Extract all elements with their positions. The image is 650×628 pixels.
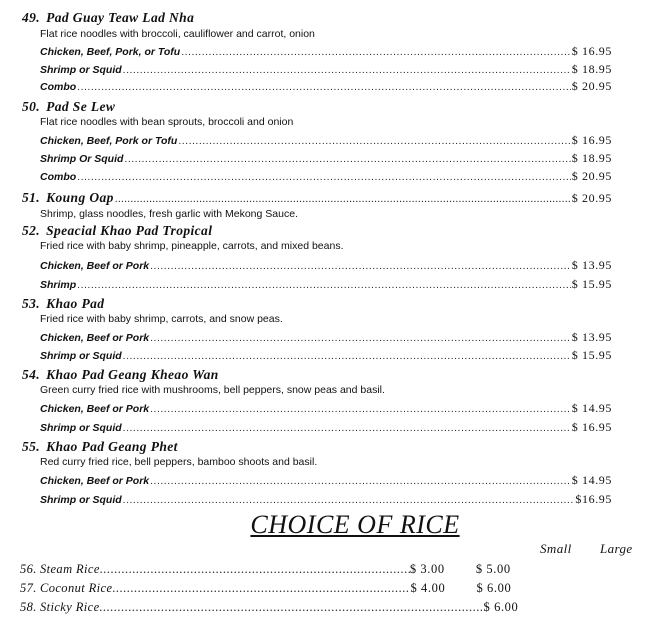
- item-description: Green curry fried rice with mushrooms, bell peppers, snow peas and basil.: [40, 384, 385, 396]
- price-value: $ 20.95: [571, 79, 612, 93]
- leader-dots: [181, 46, 571, 59]
- price-value: $ 15.95: [571, 348, 612, 362]
- leader-dots: [77, 279, 571, 292]
- leader-dots: [112, 580, 410, 596]
- leader-dots: [77, 171, 571, 184]
- item-description: Red curry fried rice, bell peppers, bamboo shoots and basil.: [40, 456, 318, 468]
- rice-number: 57.: [20, 581, 37, 595]
- item-number: 49.: [22, 10, 41, 25]
- leader-dots: [178, 135, 570, 148]
- leader-dots: [77, 81, 571, 94]
- price-large: $ 5.00: [475, 562, 511, 576]
- price-row: [40, 63, 612, 77]
- section-title-rice: CHOICE OF RICE: [250, 510, 460, 539]
- price-value: $ 14.95: [571, 473, 612, 487]
- price-value: $ 20.95: [571, 191, 612, 205]
- rice-row: [20, 599, 640, 615]
- leader-dots: [124, 153, 570, 166]
- leader-dots: [150, 260, 571, 273]
- price-label: Chicken, Beef or Pork: [40, 403, 150, 415]
- item-number: 52.: [22, 223, 41, 238]
- rice-name: Coconut Rice: [39, 581, 113, 595]
- rice-number: 56.: [20, 562, 37, 576]
- price-value: $ 20.95: [571, 169, 612, 183]
- leader-dots: [123, 494, 575, 507]
- price-label: Shrimp Or Squid: [40, 153, 124, 165]
- price-row: [40, 170, 612, 184]
- price-label: Chicken, Beef, Pork, or Tofu: [40, 46, 181, 58]
- leader-dots: [100, 561, 410, 577]
- leader-dots: [150, 332, 571, 345]
- price-large: $ 6.00: [483, 600, 519, 614]
- price-value: $ 14.95: [571, 401, 612, 415]
- item-name: Pad Guay Teaw Lad Nha: [46, 10, 195, 25]
- price-row: [40, 278, 612, 292]
- item-number: 54.: [22, 367, 41, 382]
- price-row: [40, 134, 612, 148]
- price-value: $ 16.95: [571, 44, 612, 58]
- rice-name: Steam Rice: [39, 562, 100, 576]
- item-number: 50.: [22, 99, 41, 114]
- price-row: [40, 45, 612, 59]
- price-large: $ 6.00: [476, 581, 512, 595]
- price-label: Chicken, Beef or Pork: [40, 475, 150, 487]
- price-small: $ 4.00: [410, 581, 446, 595]
- leader-dots: [150, 475, 571, 488]
- price-label: Shrimp or Squid: [40, 494, 122, 506]
- price-row: [40, 402, 612, 416]
- column-header-large: Large: [600, 541, 633, 556]
- price-label: Shrimp or Squid: [40, 350, 122, 362]
- price-value: $ 18.95: [571, 151, 612, 165]
- rice-row: [20, 580, 640, 596]
- rice-number: 58.: [20, 600, 37, 614]
- price-value: $ 18.95: [571, 62, 612, 76]
- item-name: Speacial Khao Pad Tropical: [46, 223, 213, 238]
- price-row: [40, 80, 612, 94]
- item-description: Flat rice noodles with bean sprouts, broccoli and onion: [40, 116, 294, 128]
- item-number: 55.: [22, 439, 41, 454]
- price-label: Shrimp or Squid: [40, 422, 122, 434]
- item-name: Khao Pad Geang Kheao Wan: [46, 367, 219, 382]
- rice-name: Sticky Rice: [39, 600, 100, 614]
- item-description: Fried rice with baby shrimp, carrots, and snow peas.: [40, 313, 283, 325]
- price-row: [40, 259, 612, 273]
- item-number: 53.: [22, 296, 41, 311]
- price-label: Shrimp or Squid: [40, 64, 122, 76]
- price-value: $ 16.95: [571, 420, 612, 434]
- item-description: Fried rice with baby shrimp, pineapple, carrots, and mixed beans.: [40, 240, 344, 252]
- price-label: Chicken, Beef or Pork: [40, 260, 150, 272]
- item-name: Koung Oap: [46, 190, 114, 205]
- price-value: $ 16.95: [571, 133, 612, 147]
- price-label: Shrimp: [40, 279, 77, 291]
- price-row: [40, 152, 612, 166]
- rice-row: [20, 561, 640, 577]
- price-value: $16.95: [575, 492, 612, 506]
- leader-dots: [123, 422, 571, 435]
- price-row: [40, 331, 612, 345]
- price-row: [40, 349, 612, 363]
- leader-dots: [115, 192, 571, 208]
- price-label: Chicken, Beef or Pork: [40, 332, 150, 344]
- price-row: [40, 474, 612, 488]
- price-value: $ 13.95: [571, 330, 612, 344]
- item-name: Khao Pad Geang Phet: [46, 439, 178, 454]
- leader-dots: [100, 599, 484, 615]
- price-small: $ 3.00: [409, 562, 445, 576]
- column-header-small: Small: [540, 541, 572, 556]
- item-name: Pad Se Lew: [46, 99, 116, 114]
- price-value: $ 13.95: [571, 258, 612, 272]
- leader-dots: [123, 64, 571, 77]
- price-row: [40, 493, 612, 507]
- price-label: Combo: [40, 171, 77, 183]
- item-number: 51.: [22, 190, 41, 205]
- item-description: Shrimp, glass noodles, fresh garlic with Mekong Sauce.: [40, 208, 298, 220]
- price-label: Chicken, Beef, Pork or Tofu: [40, 135, 178, 147]
- item-name: Khao Pad: [46, 296, 105, 311]
- price-row: [40, 421, 612, 435]
- leader-dots: [150, 403, 571, 416]
- item-description: Flat rice noodles with broccoli, cauliflower and carrot, onion: [40, 28, 315, 40]
- price-label: Combo: [40, 81, 77, 93]
- price-value: $ 15.95: [571, 277, 612, 291]
- leader-dots: [123, 350, 571, 363]
